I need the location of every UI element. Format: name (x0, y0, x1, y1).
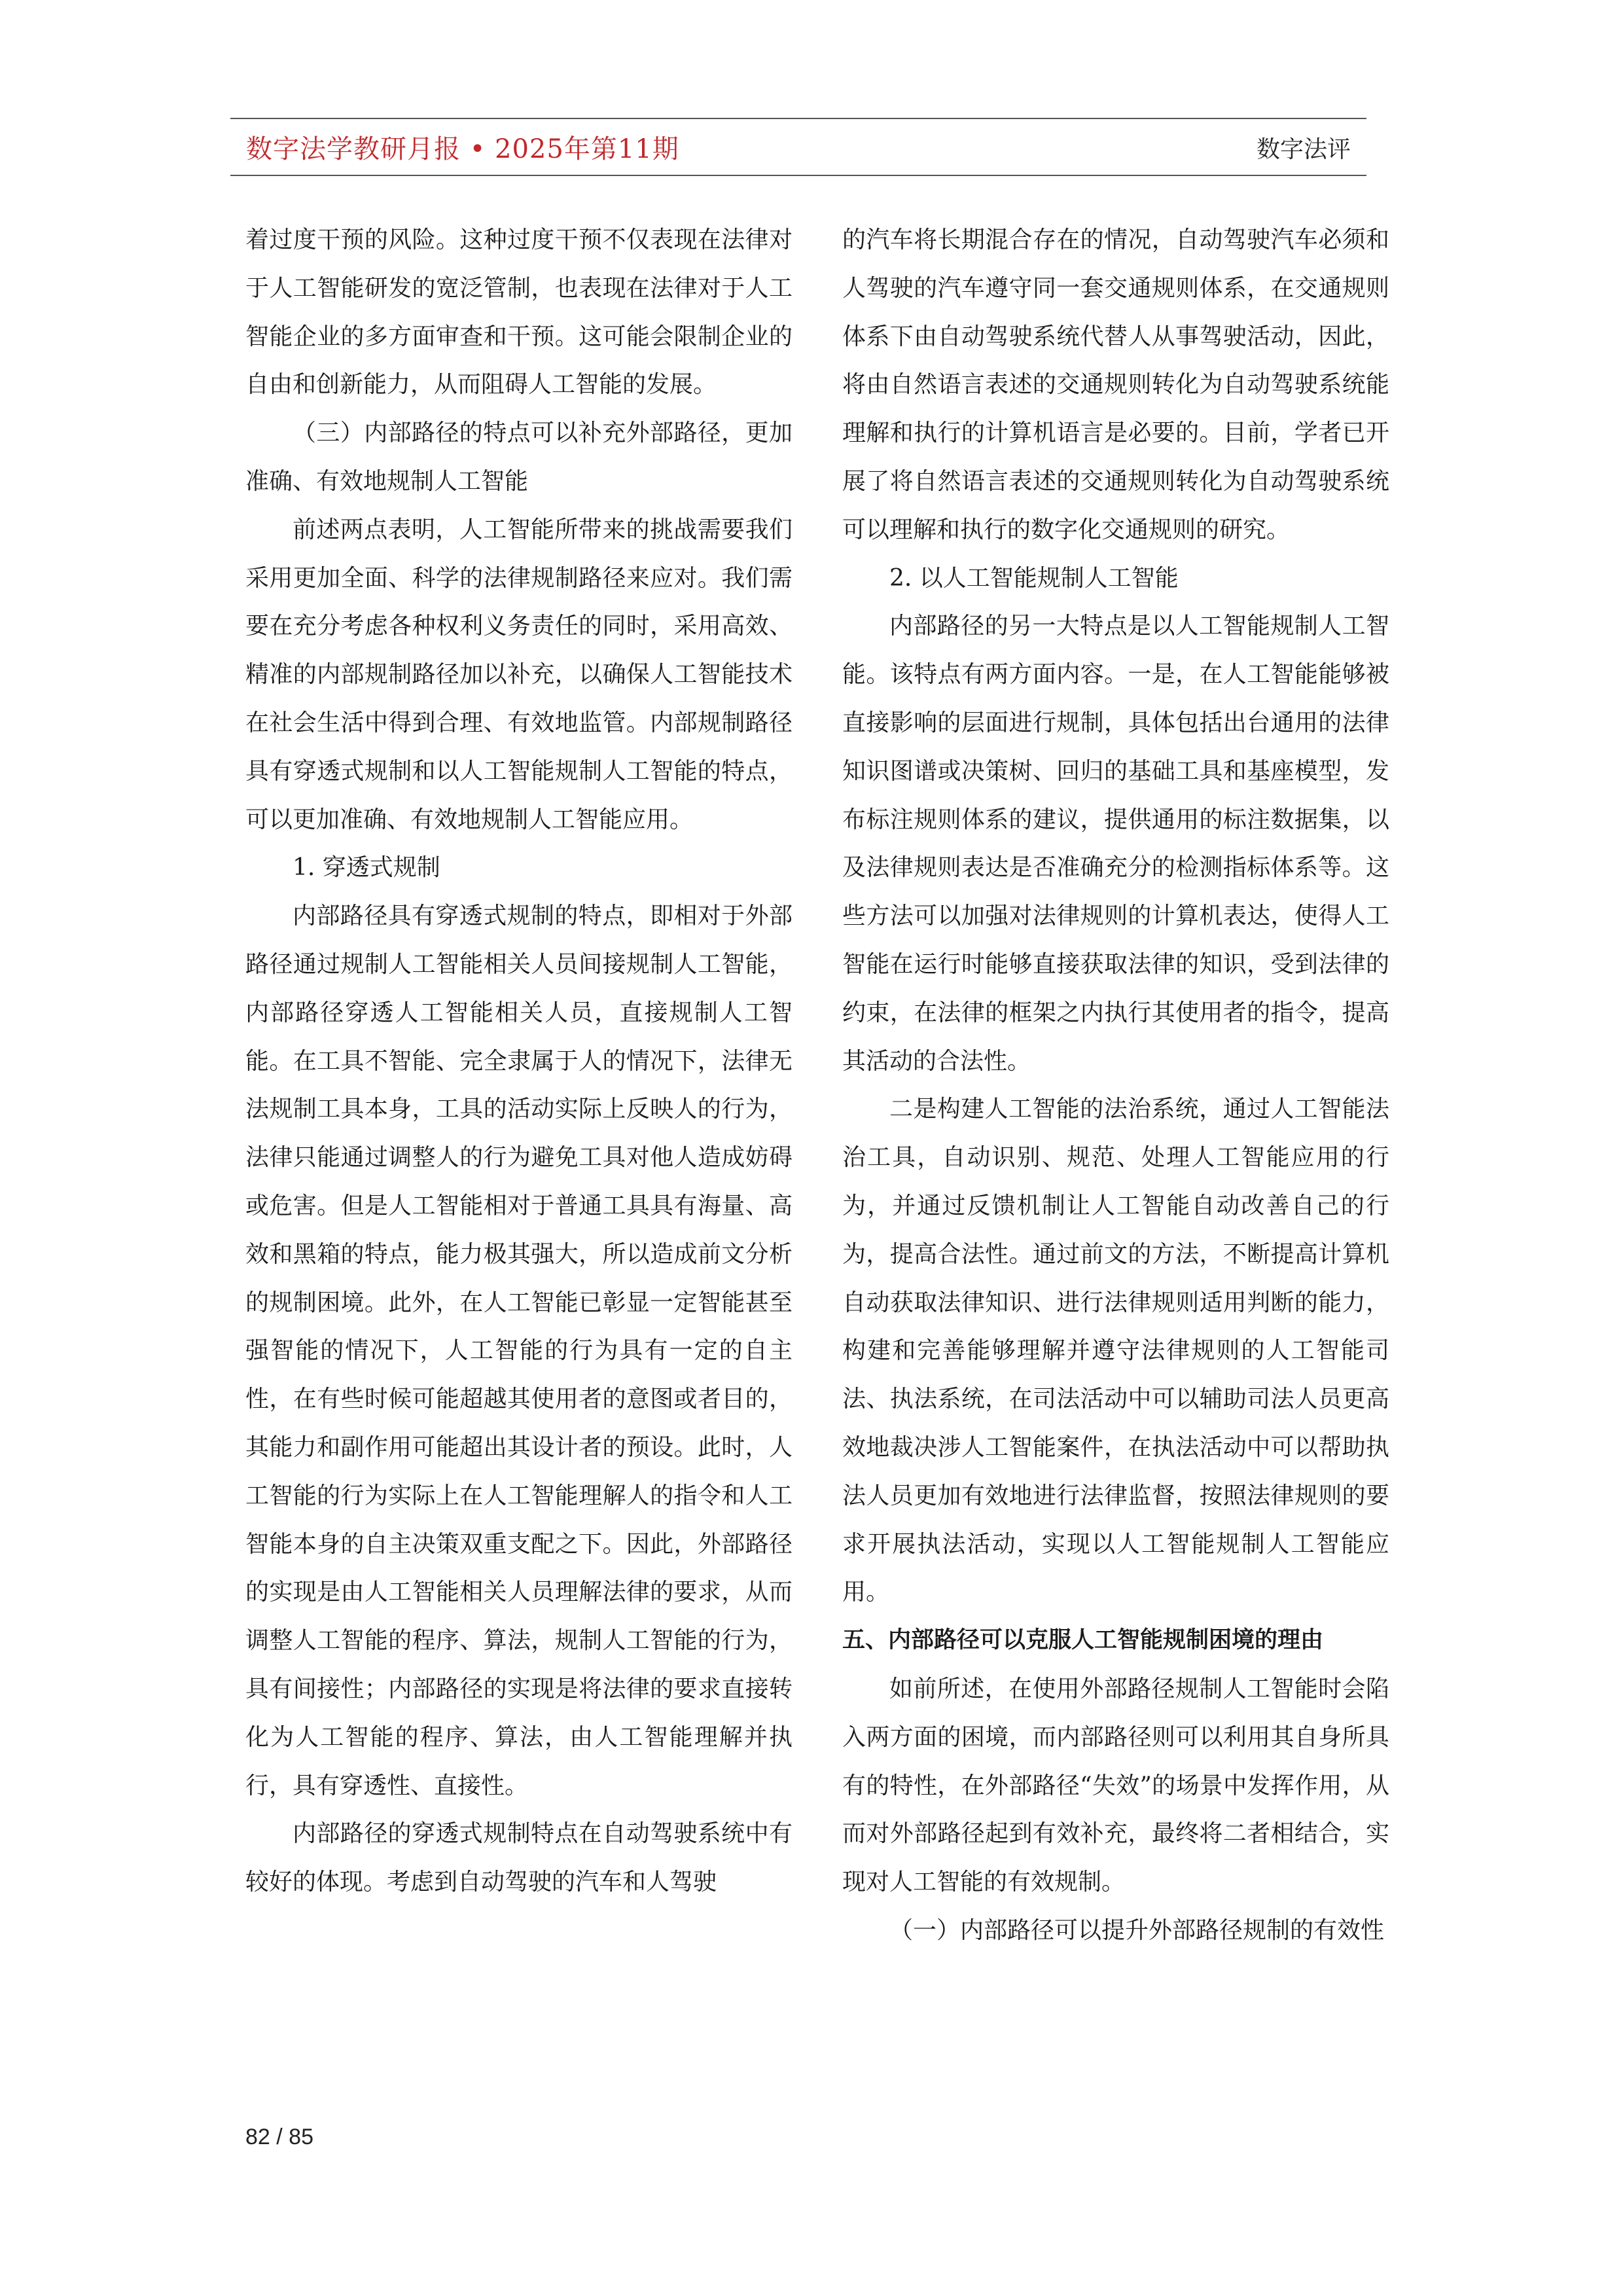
running-header (230, 118, 1366, 176)
paragraph: 内部路径的另一大特点是以人工智能规制人工智能。该特点有两方面内容。一是，在人工智能能够被直接影响的层面进行规制，具体包括出台通用的法律知识图谱或决策树、回归的基础工具和基座模型，发布标注规则体系的建议，提供通用的标注数据集，以及法律规则表达是否准确充分的检测指标体系等。这些方法可以加强对法律规则的计算机表达，使得人工智能在运行时能够直接获取法律的知识，受到法律的约束，在法律的框架之内执行其使用者的指令，提高其活动的合法性。 (842, 613, 1389, 1075)
left-column (245, 216, 793, 1907)
paragraph: 内部路径具有穿透式规制的特点，即相对于外部路径通过规制人工智能相关人员间接规制人工智能，内部路径穿透人工智能相关人员，直接规制人工智能。在工具不智能、完全隶属于人的情况下，法律无法规制工具本身，工具的活动实际上反映人的行为，法律只能通过调整人的行为避免工具对他人造成妨碍或危害。但是人工智能相对于普通工具具有海量、高效和黑箱的特点，能力极其强大，所以造成前文分析的规制困境。此外，在人工智能已彰显一定智能甚至强智能的情况下，人工智能的行为具有一定的自主性，在有些时候可能超越其使用者的意图或者目的，其能力和副作用可能超出其设计者的预设。此时，人工智能的行为实际上在人工智能理解人的指令和人工智能本身的自主决策双重支配之下。因此，外部路径的实现是由人工智能相关人员理解法律的要求，从而调整人工智能的程序、算法，规制人工智能的行为，具有间接性；内部路径的实现是将法律的要求直接转化为人工智能的程序、算法，由人工智能理解并执行，具有穿透性、直接性。 (245, 903, 793, 1799)
subheading: 2. 以人工智能规制人工智能 (889, 564, 1179, 592)
paragraph: 的汽车将长期混合存在的情况，自动驾驶汽车必须和人驾驶的汽车遵守同一套交通规则体系，在交通规则体系下由自动驾驶系统代替人从事驾驶活动，因此，将由自然语言表述的交通规则转化为自动驾驶系统能理解和执行的计算机语言是必要的。目前，学者已开展了将自然语言表述的交通规则转化为自动驾驶系统可以理解和执行的数字化交通规则的研究。 (842, 226, 1389, 543)
right-column (842, 216, 1389, 1955)
paragraph: 着过度干预的风险。这种过度干预不仅表现在法律对于人工智能研发的宽泛管制，也表现在法律对于人工智能企业的多方面审查和干预。这可能会限制企业的自由和创新能力，从而阻碍人工智能的发展。 (245, 226, 793, 399)
paragraph: 前述两点表明，人工智能所带来的挑战需要我们采用更加全面、科学的法律规制路径来应对。我们需要在充分考虑各种权利义务责任的同时，采用高效、精准的内部规制路径加以补充，以确保人工智能技术在社会生活中得到合理、有效地监管。内部规制路径具有穿透式规制和以人工智能规制人工智能的特点，可以更加准确、有效地规制人工智能应用。 (245, 516, 793, 833)
paragraph: 如前所述，在使用外部路径规制人工智能时会陷入两方面的困境，而内部路径则可以利用其自身所具有的特性，在外部路径“失效”的场景中发挥作用，从而对外部路径起到有效补充，最终将二者相结合，实现对人工智能的有效规制。 (842, 1675, 1389, 1896)
page-number: 82 / 85 (245, 2125, 313, 2149)
subheading: （三）内部路径的特点可以补充外部路径，更加准确、有效地规制人工智能 (245, 420, 793, 495)
paragraph: 二是构建人工智能的法治系统，通过人工智能法治工具，自动识别、规范、处理人工智能应用的行为，并通过反馈机制让人工智能自动改善自己的行为，提高合法性。通过前文的方法，不断提高计算机自动获取法律知识、进行法律规则适用判断的能力，构建和完善能够理解并遵守法律规则的人工智能司法、执法系统，在司法活动中可以辅助司法人员更高效地裁决涉人工智能案件，在执法活动中可以帮助执法人员更加有效地进行法律监督，按照法律规则的要求开展执法活动，实现以人工智能规制人工智能应用。 (842, 1096, 1389, 1606)
subheading: （一）内部路径可以提升外部路径规制的有效性 (889, 1916, 1385, 1944)
subheading: 1. 穿透式规制 (293, 854, 440, 882)
section-name: 数字法评 (1256, 136, 1351, 163)
journal-title: 数字法学教研月报 • 2025年第11期 (246, 134, 679, 164)
paragraph: 内部路径的穿透式规制特点在自动驾驶系统中有较好的体现。考虑到自动驾驶的汽车和人驾驶 (245, 1820, 793, 1896)
section-heading: 五、内部路径可以克服人工智能规制困境的理由 (842, 1627, 1324, 1654)
